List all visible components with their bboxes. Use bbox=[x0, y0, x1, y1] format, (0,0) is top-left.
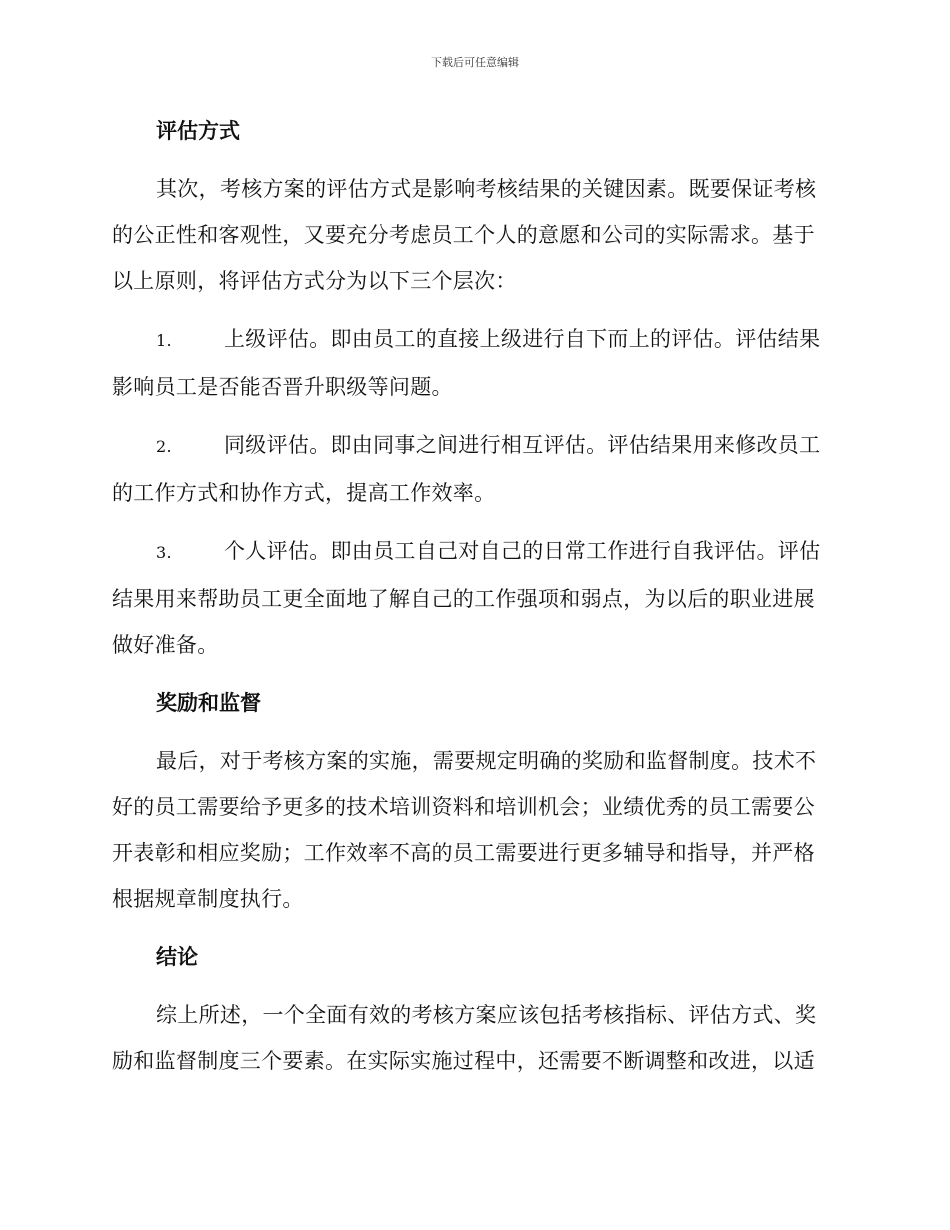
section-heading-evaluation: 评估方式 bbox=[156, 119, 240, 143]
header-note: 下载后可任意编辑 bbox=[431, 56, 519, 69]
list-item-text: 同级评估。即由同事之间进行相互评估。评估结果用来修改员工的工作方式和协作方式，提高工作效率。 bbox=[112, 433, 821, 505]
conclusion-body: 综上所述，一个全面有效的考核方案应该包括考核指标、评估方式、奖励和监督制度三个要素。在实际实施过程中，还需要不断调整和改进，以适 bbox=[112, 1003, 817, 1073]
list-item-number: 1. bbox=[156, 331, 172, 350]
list-item bbox=[112, 422, 836, 516]
list-item-text: 个人评估。即由员工自己对自己的日常工作进行自我评估。评估结果用来帮助员工更全面地了解自己的工作强项和弱点，为以后的职业进展做好准备。 bbox=[112, 539, 821, 657]
list-item bbox=[112, 316, 836, 410]
list-item bbox=[112, 528, 836, 668]
evaluation-intro: 其次，考核方案的评估方式是影响考核结果的关键因素。既要保证考核的公正性和客观性，又要充分考虑员工个人的意愿和公司的实际需求。基于以上原则，将评估方式分为以下三个层次： bbox=[112, 177, 817, 293]
list-item-number: 2. bbox=[156, 437, 172, 456]
reward-body: 最后，对于考核方案的实施，需要规定明确的奖励和监督制度。技术不好的员工需要给予更多的技术培训资料和培训机会；业绩优秀的员工需要公开表彰和相应奖励；工作效率不高的员工需要进行更多辅导和指导，并严格根据规章制度执行。 bbox=[112, 749, 817, 911]
list-item-number: 3. bbox=[156, 543, 172, 562]
section-heading-conclusion: 结论 bbox=[156, 945, 198, 969]
document-body bbox=[112, 108, 836, 1084]
list-item-text: 上级评估。即由员工的直接上级进行自下而上的评估。评估结果影响员工是否能否晋升职级等问题。 bbox=[112, 327, 821, 399]
section-heading-reward: 奖励和监督 bbox=[156, 691, 261, 715]
